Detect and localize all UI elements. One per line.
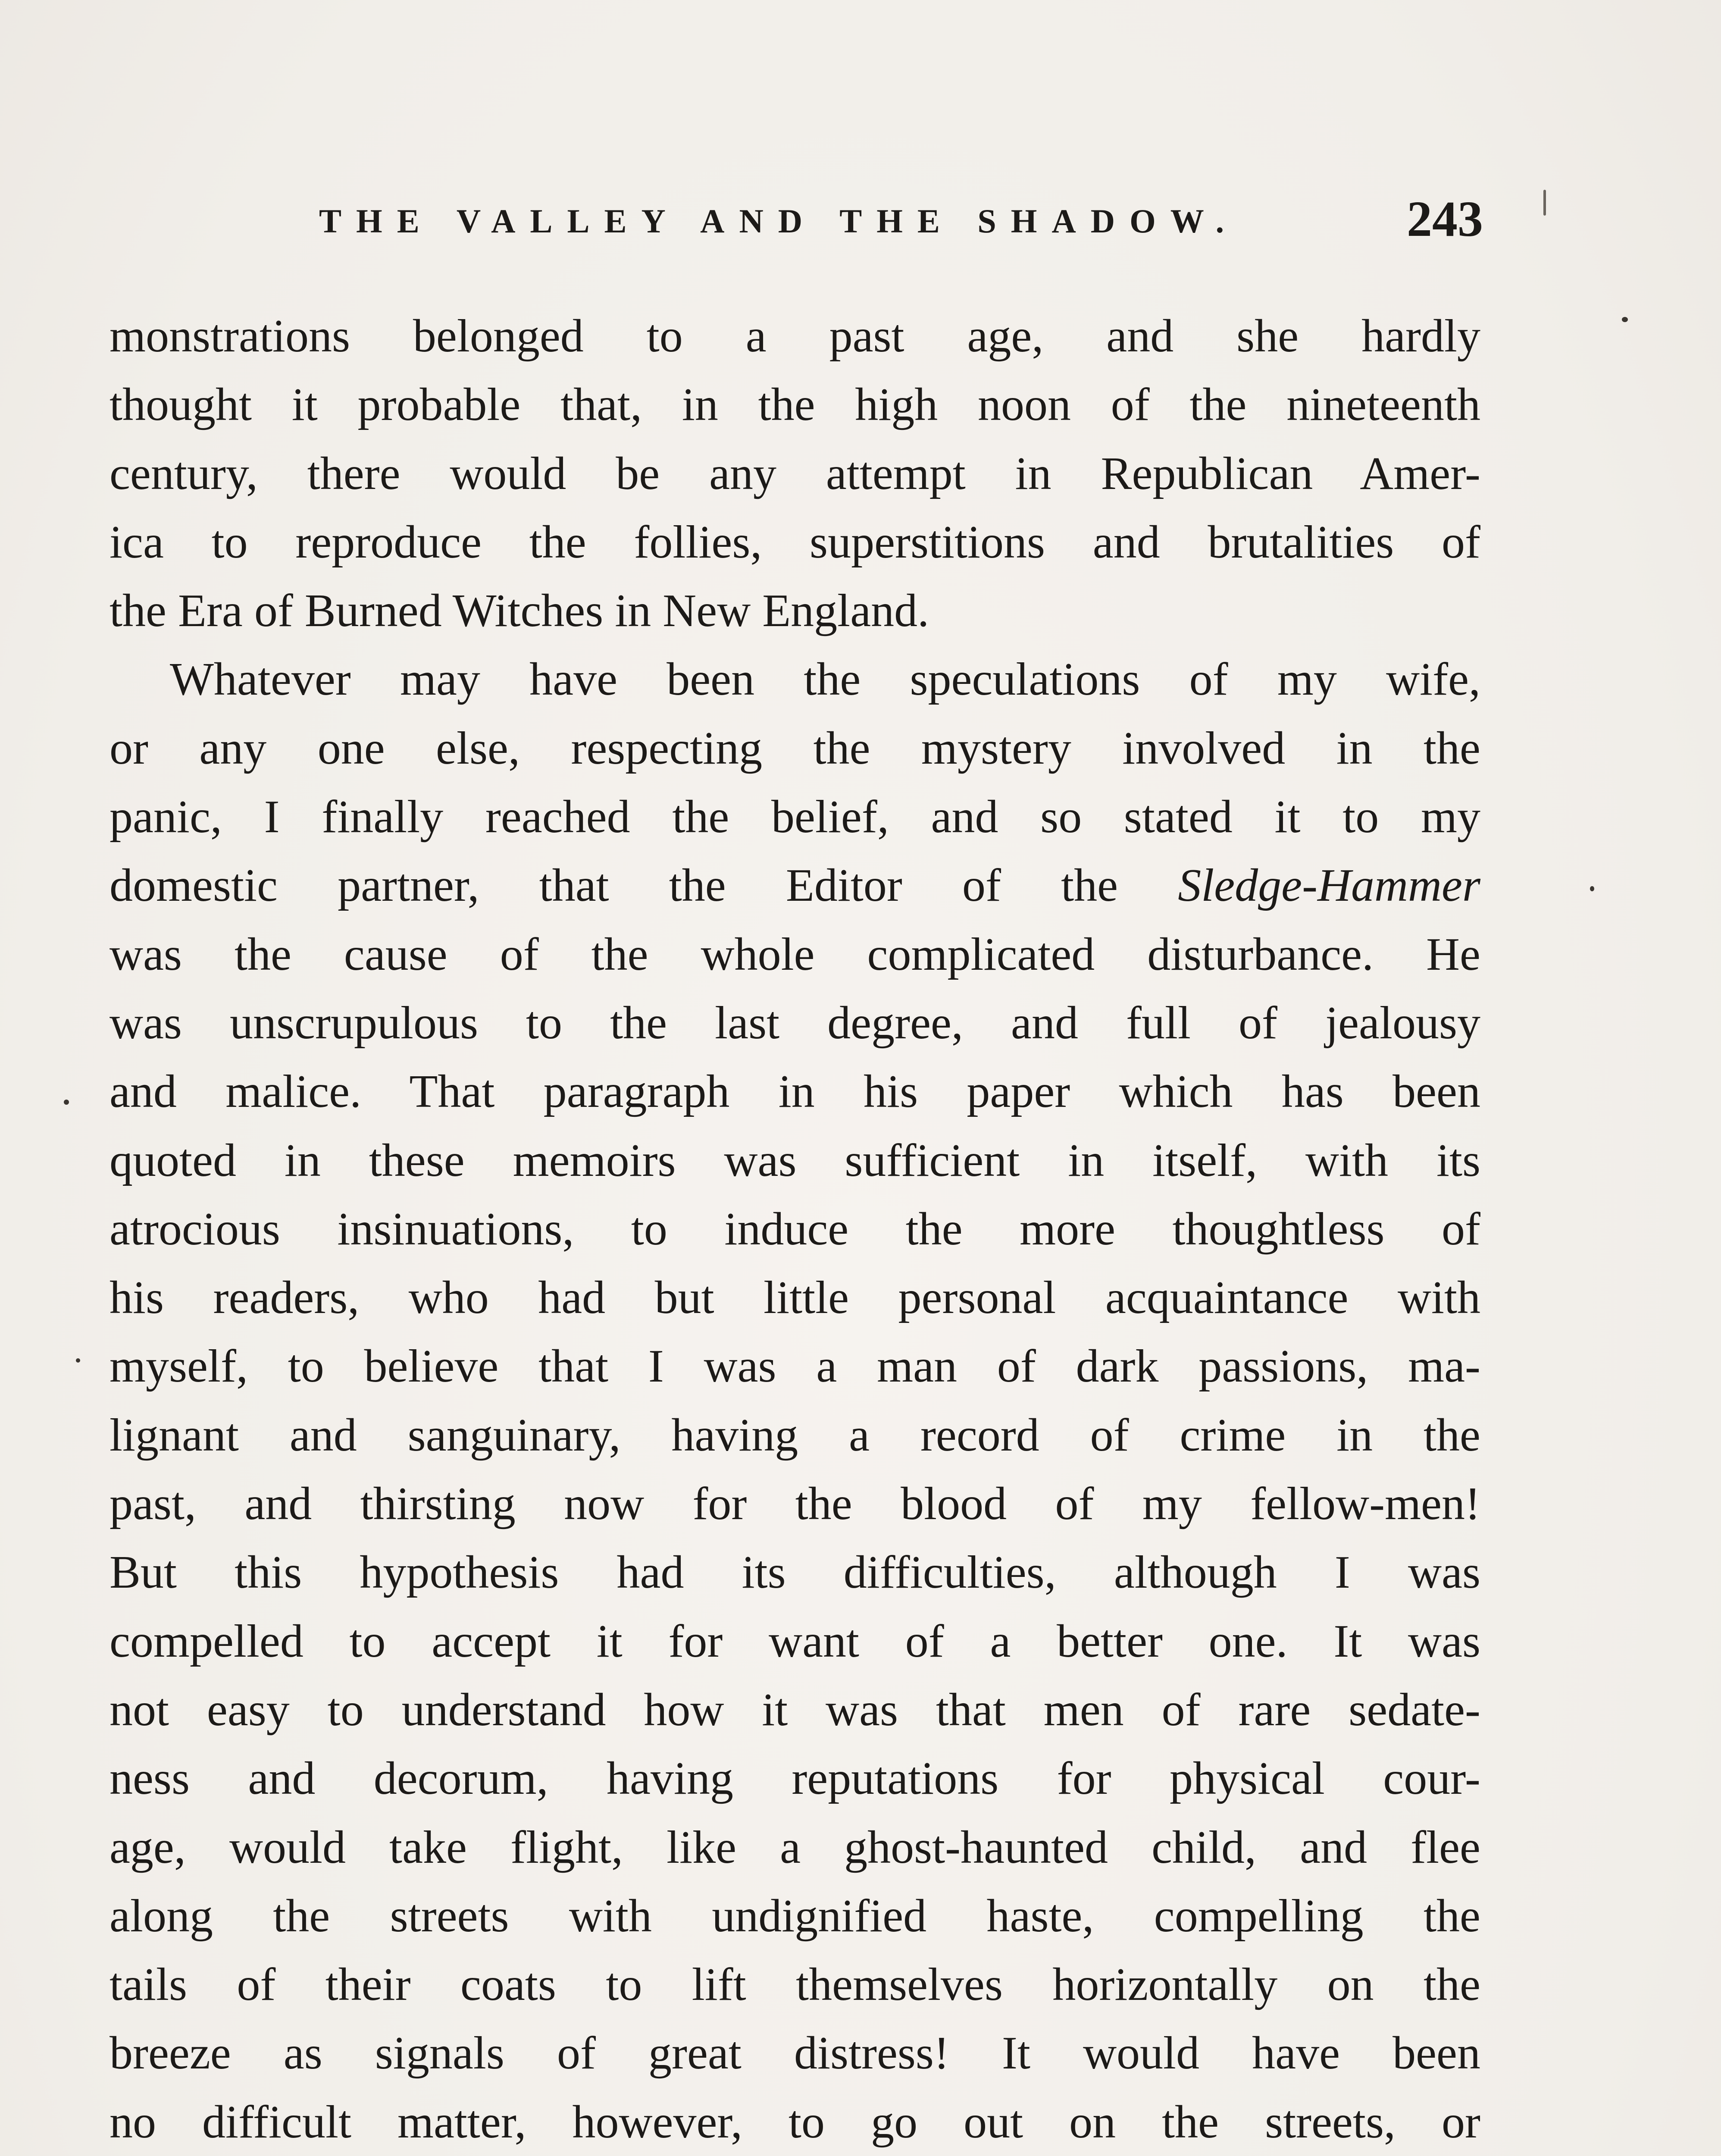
- text-line: panic, I finally reached the belief, and so stated it to my: [110, 791, 1480, 843]
- page-header: [319, 190, 1483, 250]
- text-line: breeze as signals of great distress! It would have been: [110, 2028, 1480, 2079]
- body-text: [110, 302, 1480, 2156]
- text-line: past, and thirsting now for the blood of my fellow-men!: [110, 1478, 1480, 1530]
- text-line: quoted in these memoirs was sufficient in itself, with its: [110, 1134, 1480, 1186]
- text-line: the Era of Burned Witches in New England.: [110, 585, 929, 637]
- text-line: myself, to believe that I was a man of dark passions, ma-: [110, 1341, 1480, 1392]
- text-line: compelled to accept it for want of a better one. It was: [110, 1615, 1480, 1667]
- text-line: century, there would be any attempt in Republican Amer-: [110, 448, 1480, 499]
- text-line: Whatever may have been the speculations of my wife,: [170, 654, 1480, 705]
- text-line: not easy to understand how it was that men of rare sedate-: [110, 1684, 1480, 1736]
- text-line: his readers, who had but little personal acquaintance with: [110, 1272, 1480, 1324]
- text-line: was unscrupulous to the last degree, and full of jealousy: [110, 997, 1480, 1049]
- text-line: tails of their coats to lift themselves horizontally on the: [110, 1959, 1480, 2011]
- scan-speck: [64, 1100, 69, 1105]
- text-line: along the streets with undignified haste, compelling the: [110, 1890, 1480, 1942]
- scan-speck: [1543, 190, 1546, 216]
- scan-speck: [1622, 317, 1628, 322]
- text-line: atrocious insinuations, to induce the more thoughtless of: [110, 1203, 1480, 1255]
- text-line: ica to reproduce the follies, superstitions and brutalities of: [110, 516, 1480, 568]
- text-line: was the cause of the whole complicated disturbance. He: [110, 928, 1480, 980]
- scan-speck: [76, 1358, 80, 1363]
- text-line: no difficult matter, however, to go out on the streets, or: [110, 2096, 1480, 2148]
- text-line: thought it probable that, in the high noon of the nineteenth: [110, 379, 1480, 431]
- text-line: domestic partner, that the Editor of the Sledge-Hammer: [110, 860, 1480, 912]
- scan-speck: [1590, 886, 1594, 891]
- text-line: ness and decorum, having reputations for physical cour-: [110, 1753, 1480, 1805]
- text-line: and malice. That paragraph in his paper which has been: [110, 1066, 1480, 1118]
- running-head: THE VALLEY AND THE SHADOW.: [319, 202, 1239, 240]
- text-line: monstrations belonged to a past age, and she hardly: [110, 310, 1480, 362]
- paragraph: [110, 645, 1480, 2156]
- text-line: lignant and sanguinary, having a record of crime in the: [110, 1409, 1480, 1461]
- text-line: or any one else, respecting the mystery involved in the: [110, 722, 1480, 774]
- text-line: age, would take flight, like a ghost-haunted child, and flee: [110, 1821, 1480, 1873]
- paragraph: [110, 302, 1480, 645]
- page-number: 243: [1407, 191, 1483, 247]
- text-line: But this hypothesis had its difficulties, although I was: [110, 1547, 1480, 1598]
